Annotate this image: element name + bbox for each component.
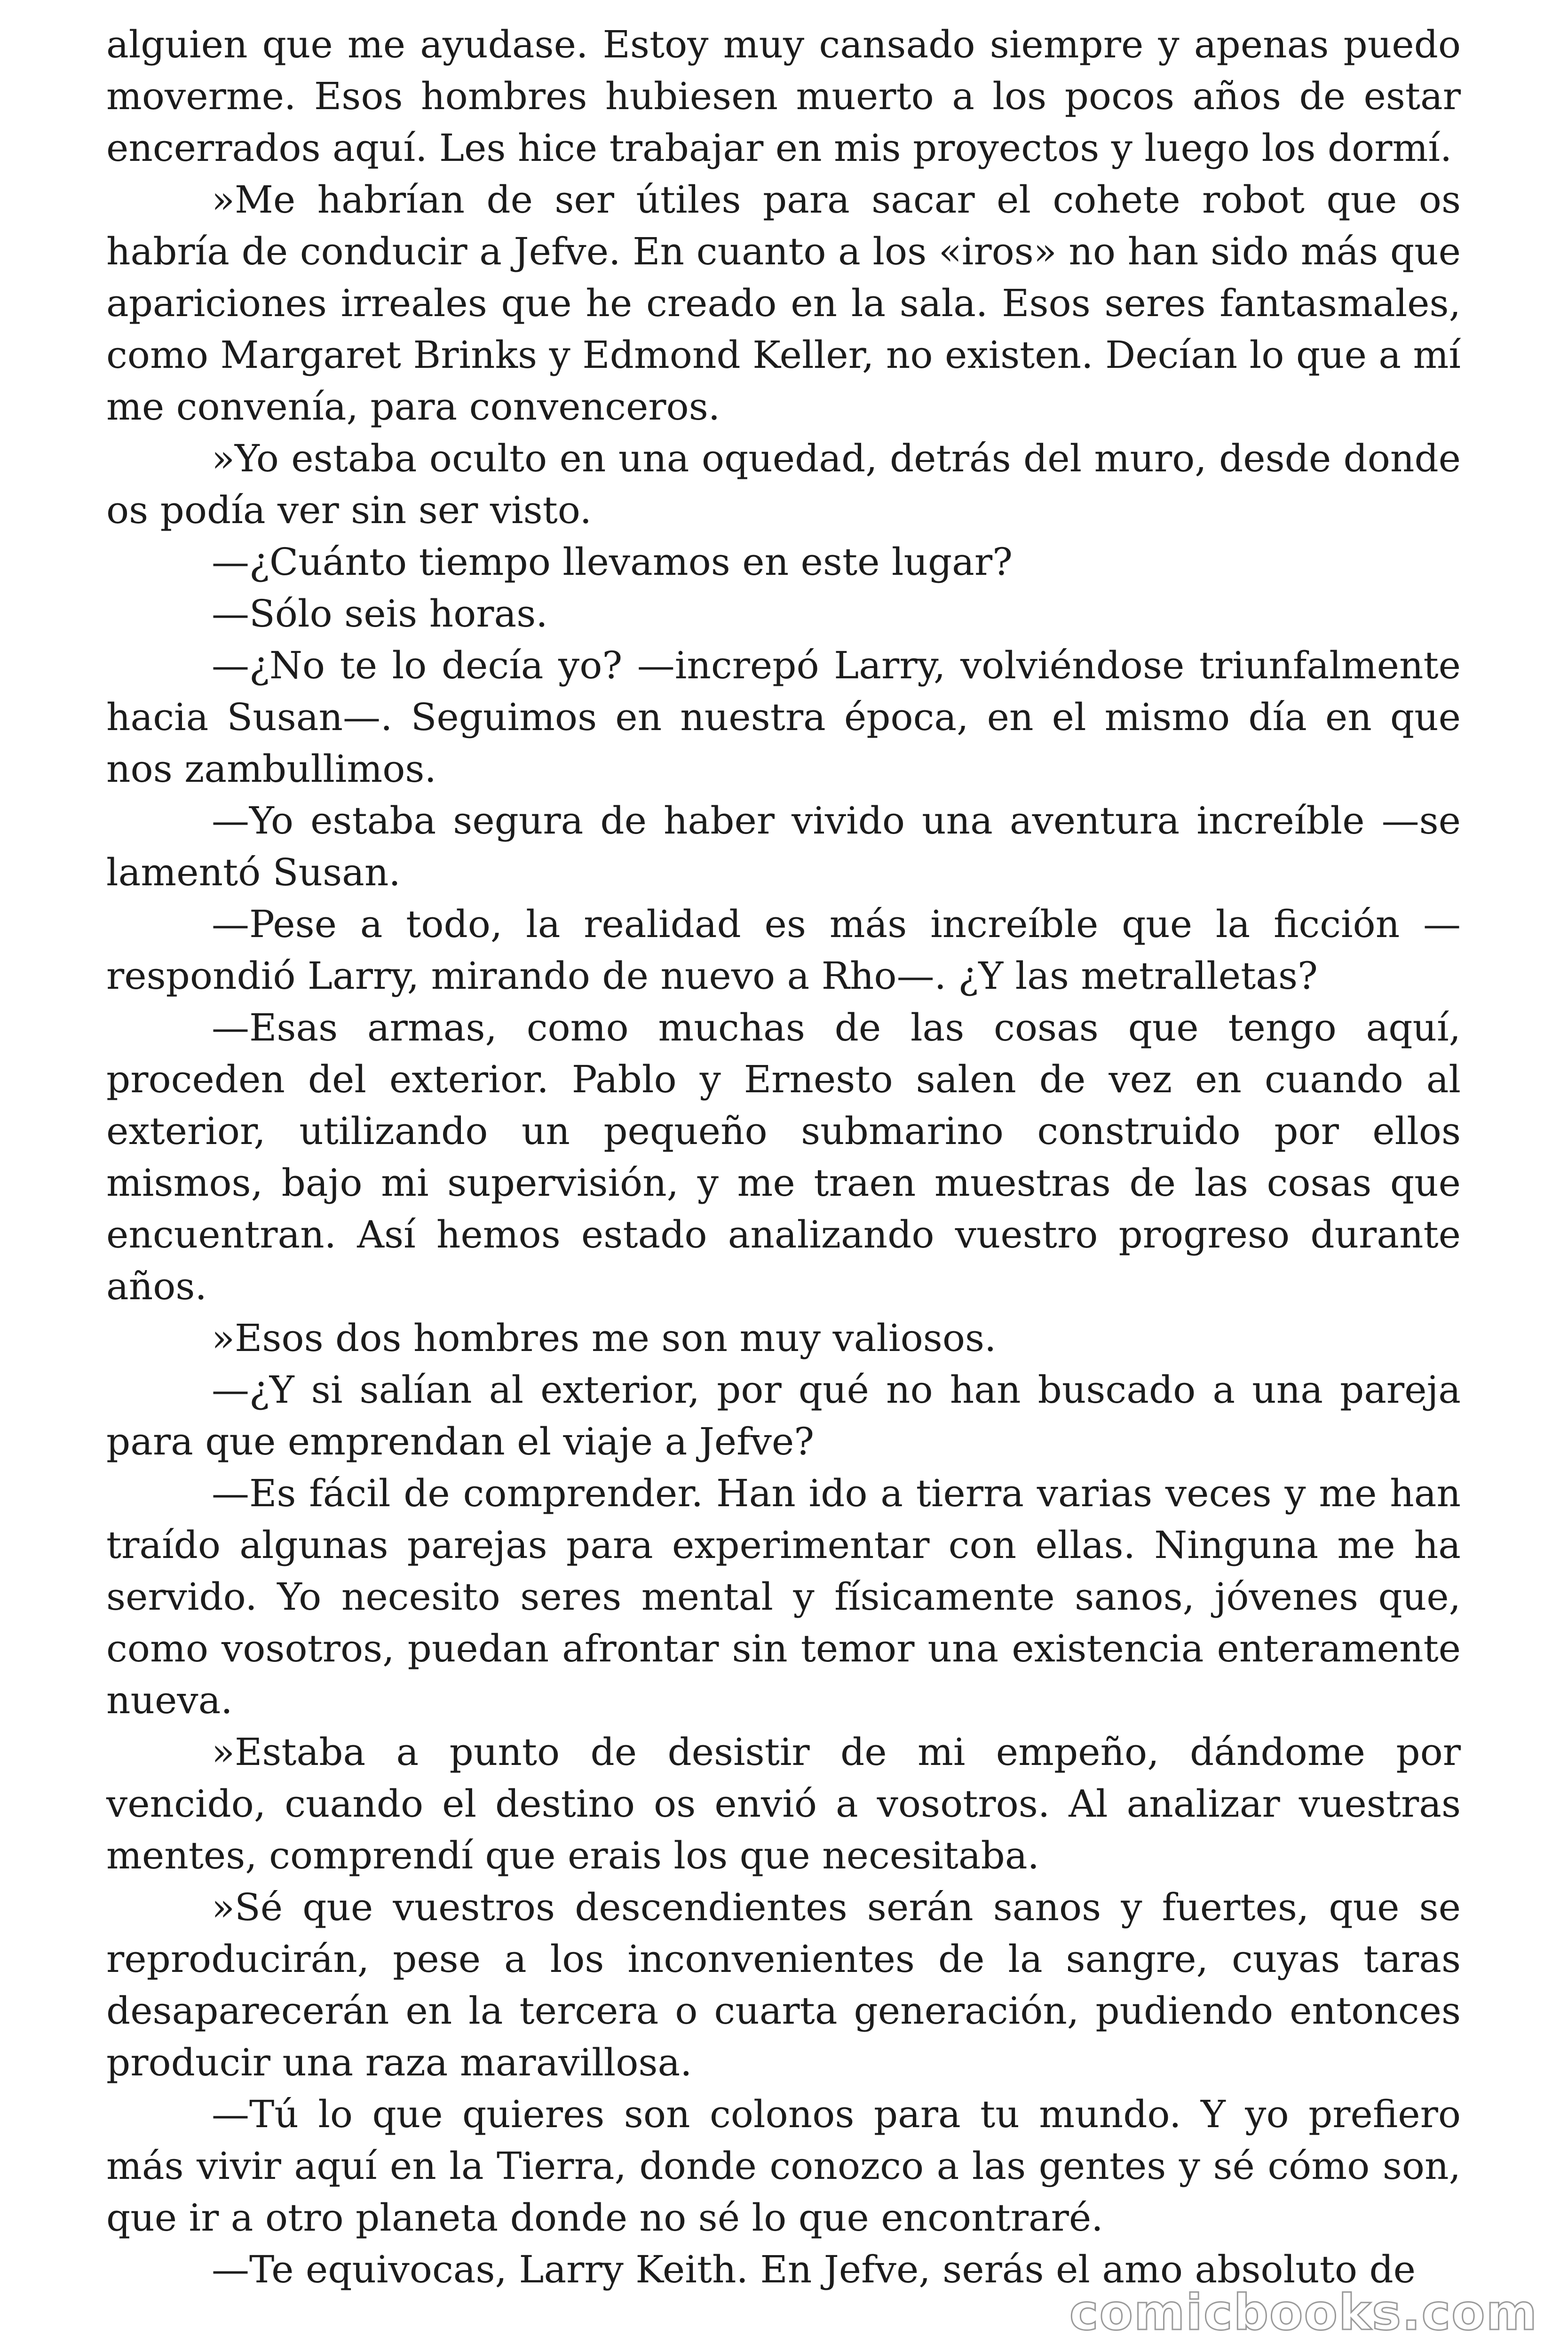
paragraph: alguien que me ayudase. Estoy muy cansado siempre y apenas puedo moverme. Esos hombres hubiesen muerto a los pocos años de estar encerrados aquí. Les hice trabajar en mis proyectos y luego los dormí. — [106, 23, 1461, 170]
paragraph: —Sólo seis horas. — [212, 592, 548, 636]
page-text — [106, 19, 1461, 2296]
paragraph: —Es fácil de comprender. Han ido a tierra varias veces y me han traído algunas parejas para experimentar con ellas. Ninguna me ha servido. Yo necesito seres mental y físicamente sanos, jóvenes que, como vosotros, puedan afrontar sin temor una existencia enteramente nueva. — [106, 1471, 1461, 1722]
paragraph: —Tú lo que quieres son colonos para tu mundo. Y yo prefiero más vivir aquí en la Tierra, donde conozco a las gentes y sé cómo son, que ir a otro planeta donde no sé lo que encontraré. — [106, 2092, 1461, 2240]
watermark-logo: comicbooks.com — [1069, 2284, 1538, 2341]
paragraph: »Yo estaba oculto en una oquedad, detrás del muro, desde donde os podía ver sin ser visto. — [106, 437, 1461, 532]
paragraph: —Yo estaba segura de haber vivido una aventura increíble —se lamentó Susan. — [106, 799, 1461, 894]
paragraph: »Me habrían de ser útiles para sacar el cohete robot que os habría de conducir a Jefve. En cuanto a los «iros» no han sido más que apariciones irreales que he creado en la sala. Esos seres fantasmales, como Margaret Brinks y Edmond Keller, no existen. Decían lo que a mí me convenía, para convenceros. — [106, 178, 1461, 429]
paragraph: —Te equivocas, Larry Keith. En Jefve, serás el amo absoluto de — [212, 2248, 1416, 2291]
paragraph: »Estaba a punto de desistir de mi empeño, dándome por vencido, cuando el destino os envió a vosotros. Al analizar vuestras mentes, comprendí que erais los que necesitaba. — [106, 1730, 1461, 1877]
paragraph: »Esos dos hombres me son muy valiosos. — [212, 1316, 997, 1360]
paragraph: »Sé que vuestros descendientes serán sanos y fuertes, que se reproducirán, pese a los inconvenientes de la sangre, cuyas taras desaparecerán en la tercera o cuarta generación, pudiendo entonces producir una raza maravillosa. — [106, 1885, 1461, 2084]
paragraph: —¿Y si salían al exterior, por qué no han buscado a una pareja para que emprendan el viaje a Jefve? — [106, 1368, 1461, 1463]
paragraph: —¿Cuánto tiempo llevamos en este lugar? — [212, 540, 1013, 584]
paragraph: —Esas armas, como muchas de las cosas que tengo aquí, proceden del exterior. Pablo y Ernesto salen de vez en cuando al exterior, utilizando un pequeño submarino construido por ellos mismos, bajo mi supervisión, y me traen muestras de las cosas que encuentran. Así hemos estado analizando vuestro progreso durante años. — [106, 1006, 1461, 1308]
paragraph: —Pese a todo, la realidad es más increíble que la ficción —respondió Larry, mirando de nuevo a Rho—. ¿Y las metralletas? — [106, 902, 1461, 998]
paragraph: —¿No te lo decía yo? —increpó Larry, volviéndose triunfalmente hacia Susan—. Seguimos en nuestra época, en el mismo día en que nos zambullimos. — [106, 644, 1461, 791]
